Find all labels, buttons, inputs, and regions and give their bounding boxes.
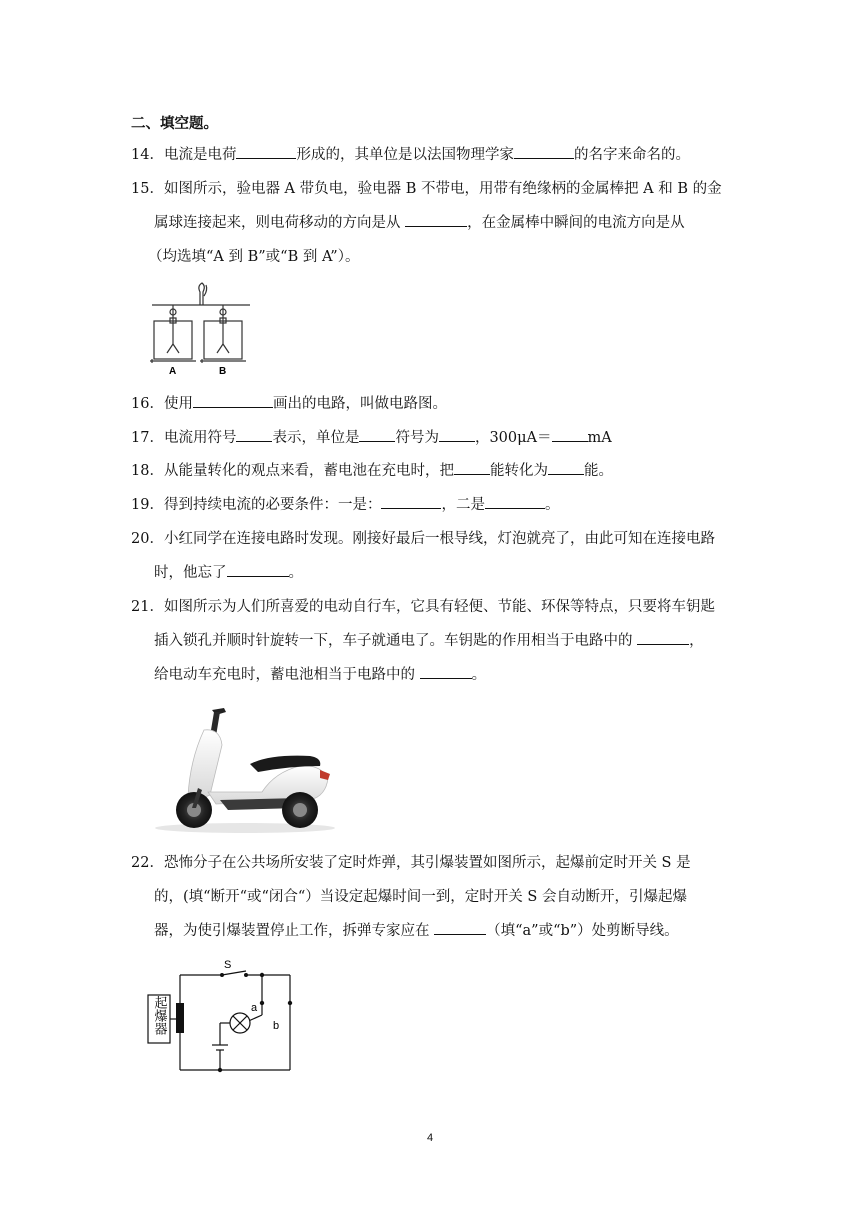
answer-blank[interactable] xyxy=(227,562,289,577)
electric-scooter-image xyxy=(150,700,340,835)
detonator-label: 起爆器 xyxy=(151,996,167,1035)
answer-blank[interactable] xyxy=(548,460,584,475)
question-22-line-2: 的，(填“断开“或“闭合“）当设定起爆时间一到，定时开关 S 会自动断开，引爆起爆 xyxy=(154,889,687,905)
question-16: 16．使用 画出的电路，叫做电路图。 xyxy=(131,393,447,415)
question-22-line-1: 22．恐怖分子在公共场所安装了定时炸弹，其引爆装置如图所示，起爆前定时开关 S 是 xyxy=(131,855,691,871)
wire-label-a: a xyxy=(251,1002,258,1014)
question-21-line-2: 插入锁孔并顺时针旋转一下，车子就通电了。车钥匙的作用相当于电路中的 ， xyxy=(154,630,704,652)
question-21-line-3: 给电动车充电时，蓄电池相当于电路中的 。 xyxy=(154,664,486,686)
question-18: 18．从能量转化的观点来看，蓄电池在充电时，把 能转化为 能。 xyxy=(131,460,613,482)
answer-blank[interactable] xyxy=(434,920,486,935)
answer-blank[interactable] xyxy=(381,494,441,509)
electroscope-label-a: A xyxy=(169,366,177,377)
question-19: 19．得到持续电流的必要条件：一是： ，二是 。 xyxy=(131,494,559,516)
answer-blank[interactable] xyxy=(359,427,395,442)
answer-blank[interactable] xyxy=(637,630,689,645)
page-number: 4 xyxy=(426,1132,434,1144)
detonator-circuit-diagram xyxy=(140,955,300,1080)
question-15-line-2: 属球连接起来，则电荷移动的方向是从 ，在金属棒中瞬间的电流方向是从 xyxy=(154,212,685,234)
answer-blank[interactable] xyxy=(552,427,588,442)
electroscope-label-b: B xyxy=(219,366,227,377)
question-15-line-1: 15．如图所示，验电器 A 带负电，验电器 B 不带电，用带有绝缘柄的金属棒把 A 和 B 的金 xyxy=(131,181,722,197)
question-17: 17．电流用符号 表示，单位是 符号为 ，300μA＝ mA xyxy=(131,427,612,449)
answer-blank[interactable] xyxy=(236,427,272,442)
question-22-line-3: 器，为使引爆装置停止工作，拆弹专家应在 （填“a”或“b”）处剪断导线。 xyxy=(154,920,679,942)
question-21-line-1: 21．如图所示为人们所喜爱的电动自行车，它具有轻便、节能、环保等特点，只要将车钥匙 xyxy=(131,599,715,615)
answer-blank[interactable] xyxy=(454,460,490,475)
question-20-line-1: 20．小红同学在连接电路时发现。刚接好最后一根导线，灯泡就亮了，由此可知在连接电路 xyxy=(131,531,715,547)
section-title: 二、填空题。 xyxy=(131,116,218,132)
question-15-line-3: （均选填“A 到 B”或“B 到 A”）。 xyxy=(148,249,360,265)
answer-blank[interactable] xyxy=(514,144,574,159)
question-14: 14．电流是电荷 形成的，其单位是以法国物理学家 的名字来命名的。 xyxy=(131,144,690,166)
question-20-line-2: 时，他忘了 。 xyxy=(154,562,303,584)
wire-label-b: b xyxy=(273,1020,280,1032)
answer-blank[interactable] xyxy=(439,427,475,442)
answer-blank[interactable] xyxy=(485,494,545,509)
switch-label-s: S xyxy=(224,959,232,971)
answer-blank[interactable] xyxy=(420,664,472,679)
electroscope-figure xyxy=(146,282,256,378)
answer-blank[interactable] xyxy=(193,393,273,408)
answer-blank[interactable] xyxy=(236,144,296,159)
answer-blank[interactable] xyxy=(405,212,467,227)
